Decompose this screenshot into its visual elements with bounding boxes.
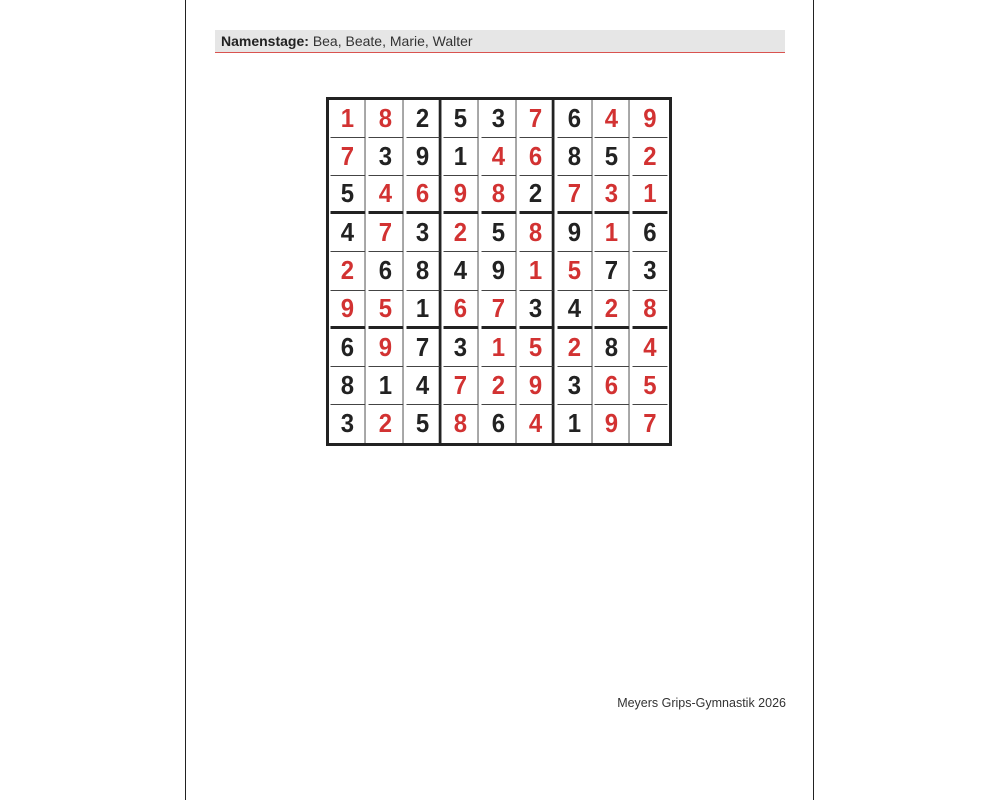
sudoku-cell: 5 <box>595 138 630 176</box>
sudoku-cell: 4 <box>633 329 668 367</box>
sudoku-cell: 8 <box>595 329 630 367</box>
sudoku-cell: 8 <box>519 214 554 252</box>
sudoku-cell: 1 <box>444 138 479 176</box>
sudoku-cell: 6 <box>444 291 479 329</box>
sudoku-cell: 8 <box>444 405 479 443</box>
sudoku-cell: 9 <box>368 329 403 367</box>
sudoku-cell: 6 <box>633 214 668 252</box>
sudoku-cell: 2 <box>557 329 592 367</box>
sudoku-cell: 2 <box>444 214 479 252</box>
sudoku-cell: 1 <box>595 214 630 252</box>
sudoku-cell: 4 <box>519 405 554 443</box>
sudoku-cell: 1 <box>368 367 403 405</box>
sudoku-cell: 6 <box>519 138 554 176</box>
sudoku-cell: 2 <box>406 100 441 138</box>
name-days-label: Namenstage: <box>221 33 309 49</box>
sudoku-cell: 5 <box>444 100 479 138</box>
sudoku-cell: 9 <box>444 176 479 214</box>
sudoku-cell: 5 <box>519 329 554 367</box>
sudoku-cell: 2 <box>519 176 554 214</box>
sudoku-cell: 5 <box>406 405 441 443</box>
sudoku-cell: 7 <box>643 408 657 439</box>
calendar-page <box>185 0 814 800</box>
sudoku-cell: 7 <box>368 214 403 252</box>
sudoku-cell: 9 <box>482 252 517 290</box>
sudoku-cell: 3 <box>368 138 403 176</box>
sudoku-cell: 7 <box>331 138 366 176</box>
sudoku-cell: 9 <box>406 138 441 176</box>
sudoku-cell: 6 <box>406 176 441 214</box>
sudoku-cell: 9 <box>557 214 592 252</box>
sudoku-cell: 9 <box>331 291 366 329</box>
sudoku-cell: 8 <box>368 100 403 138</box>
sudoku-cell: 4 <box>595 100 630 138</box>
sudoku-cell: 6 <box>368 252 403 290</box>
sudoku-cell: 3 <box>633 252 668 290</box>
sudoku-cell: 4 <box>444 252 479 290</box>
sudoku-cell: 4 <box>331 214 366 252</box>
sudoku-cell: 7 <box>482 291 517 329</box>
sudoku-cell: 2 <box>368 405 403 443</box>
sudoku-cell: 4 <box>482 138 517 176</box>
sudoku-cell: 5 <box>557 252 592 290</box>
sudoku-cell: 4 <box>557 291 592 329</box>
sudoku-cell: 5 <box>331 176 366 214</box>
sudoku-cell: 3 <box>482 100 517 138</box>
sudoku-cell: 1 <box>633 176 668 214</box>
sudoku-cell: 8 <box>482 176 517 214</box>
sudoku-cell: 4 <box>368 176 403 214</box>
sudoku-cell: 9 <box>633 100 668 138</box>
sudoku-cell: 8 <box>557 138 592 176</box>
sudoku-cell: 7 <box>406 329 441 367</box>
footer-publisher: Meyers Grips-Gymnastik 2026 <box>617 696 786 710</box>
name-days-list: Bea, Beate, Marie, Walter <box>312 33 473 49</box>
sudoku-cell: 3 <box>557 367 592 405</box>
sudoku-cell: 9 <box>519 367 554 405</box>
sudoku-cell: 2 <box>633 138 668 176</box>
sudoku-cell: 1 <box>482 329 517 367</box>
sudoku-cell: 4 <box>406 367 441 405</box>
sudoku-cell: 6 <box>595 367 630 405</box>
sudoku-cell: 1 <box>557 405 592 443</box>
sudoku-cell: 3 <box>331 405 366 443</box>
sudoku-cell: 1 <box>519 252 554 290</box>
sudoku-cell: 6 <box>557 100 592 138</box>
sudoku-cell: 8 <box>406 252 441 290</box>
sudoku-cell: 2 <box>482 367 517 405</box>
sudoku-cell: 2 <box>331 252 366 290</box>
sudoku-cell: 3 <box>444 329 479 367</box>
sudoku-cell: 8 <box>633 291 668 329</box>
name-days-bar <box>215 30 785 53</box>
sudoku-cell: 8 <box>331 367 366 405</box>
sudoku-cell: 6 <box>482 405 517 443</box>
sudoku-cell: 5 <box>482 214 517 252</box>
sudoku-cell: 7 <box>519 100 554 138</box>
sudoku-cell: 6 <box>331 329 366 367</box>
sudoku-cell: 7 <box>557 176 592 214</box>
sudoku-cell: 1 <box>331 100 366 138</box>
sudoku-cell: 7 <box>595 252 630 290</box>
sudoku-cell: 9 <box>595 405 630 443</box>
sudoku-cell: 5 <box>633 367 668 405</box>
sudoku-cell: 5 <box>368 291 403 329</box>
sudoku-cell: 3 <box>519 291 554 329</box>
sudoku-cell: 2 <box>595 291 630 329</box>
sudoku-solution-grid <box>326 97 672 446</box>
sudoku-cell: 3 <box>595 176 630 214</box>
sudoku-cell: 7 <box>444 367 479 405</box>
sudoku-cell: 1 <box>406 291 441 329</box>
sudoku-cell: 3 <box>406 214 441 252</box>
